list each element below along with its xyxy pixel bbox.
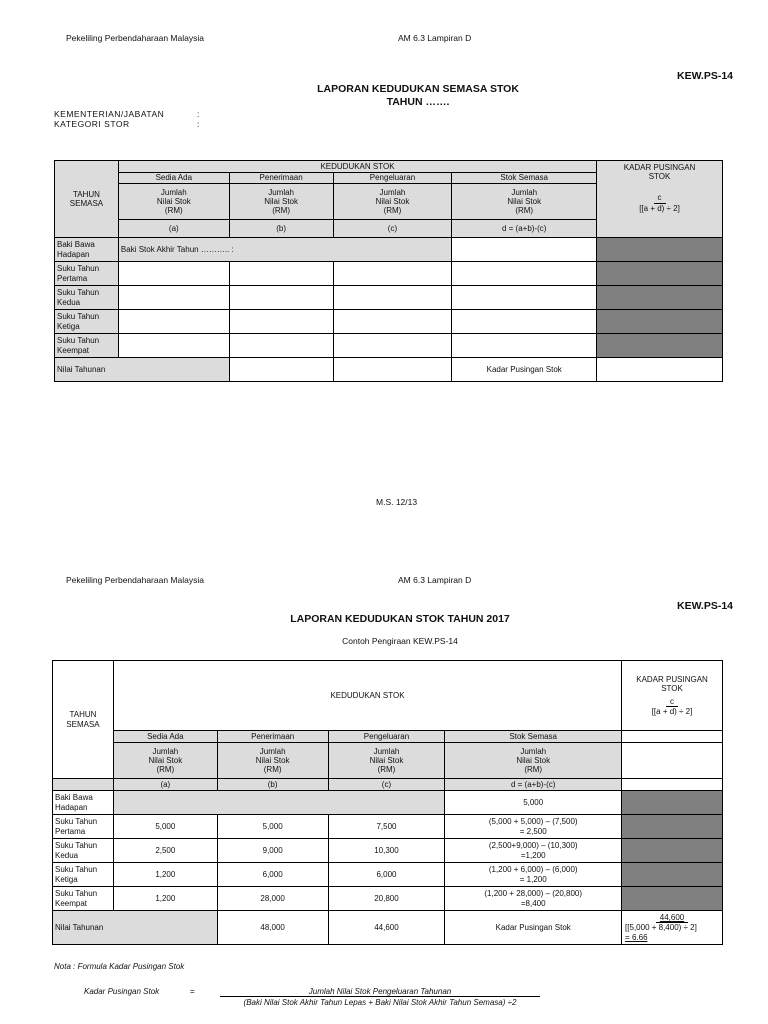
code-b: (b) <box>217 779 328 791</box>
page1-title: LAPORAN KEDUDUKAN SEMASA STOK <box>317 83 519 95</box>
baki-shaded <box>113 791 444 815</box>
row-q3-label: Suku Tahun Ketiga <box>55 310 119 334</box>
code-c: (c) <box>328 779 445 791</box>
field-ministry-label: KEMENTERIAN/JABATAN <box>54 109 165 119</box>
formula-denominator: (Baki Nilai Stok Akhir Tahun Lepas + Baki Nilai Stok Akhir Tahun Semasa) ÷2 <box>243 998 517 1007</box>
kadar-result-cell[interactable] <box>597 358 723 382</box>
field-category-label: KATEGORI STOR <box>54 119 130 129</box>
result-numerator: 44,600 <box>656 913 688 923</box>
input-cell[interactable] <box>333 334 452 358</box>
code-a: (a) <box>118 220 229 238</box>
value-a: 2,500 <box>113 839 217 863</box>
code-spacer <box>53 779 114 791</box>
col-stok-semasa: Stok Semasa <box>445 731 622 743</box>
row-label: Suku Tahun Kedua <box>53 839 114 863</box>
formula-equals: = <box>190 987 195 996</box>
tahun-semasa-header: TAHUN SEMASA <box>53 661 114 779</box>
col-d-desc: Jumlah Nilai Stok (RM) <box>452 184 597 220</box>
field-category-colon: : <box>197 119 200 129</box>
shaded-cell <box>622 815 723 839</box>
input-cell[interactable] <box>333 310 452 334</box>
table-row <box>53 839 723 863</box>
row-q4-label: Suku Tahun Keempat <box>55 334 119 358</box>
value-c: 20,800 <box>328 887 445 911</box>
col-a-desc: Jumlah Nilai Stok (RM) <box>118 184 229 220</box>
value-d: (5,000 + 5,000) – (7,500) = 2,500 <box>445 815 622 839</box>
shaded-cell <box>622 839 723 863</box>
input-cell[interactable] <box>118 262 229 286</box>
nilai-b: 48,000 <box>217 911 328 945</box>
col-d-desc: Jumlah Nilai Stok (RM) <box>445 743 622 779</box>
col-b-desc: Jumlah Nilai Stok (RM) <box>217 743 328 779</box>
page2-header-left: Pekeliling Perbendaharaan Malaysia <box>66 575 204 585</box>
kadar-pusingan-label: KADAR PUSINGAN STOK <box>623 163 696 182</box>
input-cell[interactable] <box>333 262 452 286</box>
value-a: 1,200 <box>113 887 217 911</box>
input-cell[interactable] <box>229 286 333 310</box>
value-d: (1,200 + 28,000) – (20,800) =8,400 <box>445 887 622 911</box>
code-b: (b) <box>229 220 333 238</box>
nilai-c: 44,600 <box>328 911 445 945</box>
kadar-pusingan-label: KADAR PUSINGAN STOK <box>636 675 708 694</box>
col-b-desc: Jumlah Nilai Stok (RM) <box>229 184 333 220</box>
page1-form-code: KEW.PS-14 <box>677 70 734 82</box>
page1-header-right: AM 6.3 Lampiran D <box>398 33 472 43</box>
input-cell[interactable] <box>118 286 229 310</box>
col-penerimaan: Penerimaan <box>229 173 333 184</box>
page2-stock-table <box>52 660 723 945</box>
row-baki-label: Baki Bawa Hadapan <box>53 791 114 815</box>
frac-denominator: [[a + d) ÷ 2] <box>651 706 693 716</box>
col-sedia-ada: Sedia Ada <box>113 731 217 743</box>
input-cell[interactable] <box>333 358 452 382</box>
page2-header-right: AM 6.3 Lampiran D <box>398 575 472 585</box>
input-cell[interactable] <box>452 310 597 334</box>
kadar-pusingan-header <box>622 661 723 731</box>
shaded-cell <box>622 887 723 911</box>
row-label: Suku Tahun Ketiga <box>53 863 114 887</box>
result-value: = 6.66 <box>625 932 648 942</box>
empty-cell <box>622 779 723 791</box>
shaded-cell <box>597 334 723 358</box>
table-row <box>53 815 723 839</box>
input-cell[interactable] <box>229 334 333 358</box>
empty-cell <box>622 743 723 779</box>
kadar-result <box>622 911 723 945</box>
col-a-desc: Jumlah Nilai Stok (RM) <box>113 743 217 779</box>
col-pengeluaran: Pengeluaran <box>333 173 452 184</box>
code-c: (c) <box>333 220 452 238</box>
input-cell[interactable] <box>333 286 452 310</box>
value-d: (1,200 + 6,000) – (6,000) = 1,200 <box>445 863 622 887</box>
value-c: 10,300 <box>328 839 445 863</box>
col-sedia-ada: Sedia Ada <box>118 173 229 184</box>
input-cell[interactable] <box>229 262 333 286</box>
row-label: Suku Tahun Pertama <box>53 815 114 839</box>
value-a: 5,000 <box>113 815 217 839</box>
shaded-cell <box>597 262 723 286</box>
frac-numerator: c <box>654 193 666 203</box>
row-label: Suku Tahun Keempat <box>53 887 114 911</box>
page2-form-code: KEW.PS-14 <box>677 600 734 612</box>
row-q1-label: Suku Tahun Pertama <box>55 262 119 286</box>
empty-cell <box>622 731 723 743</box>
input-cell[interactable] <box>452 334 597 358</box>
value-b: 9,000 <box>217 839 328 863</box>
frac-denominator: [[a + d) ÷ 2] <box>639 203 680 213</box>
kadar-label: Kadar Pusingan Stok <box>452 358 597 382</box>
page-number: M.S. 12/13 <box>376 497 418 507</box>
input-cell[interactable] <box>229 358 333 382</box>
page2-subtitle: Contoh Pengiraan KEW.PS-14 <box>342 636 458 646</box>
value-b: 28,000 <box>217 887 328 911</box>
col-pengeluaran: Pengeluaran <box>328 731 445 743</box>
input-cell[interactable] <box>118 310 229 334</box>
value-b: 5,000 <box>217 815 328 839</box>
input-cell[interactable] <box>229 310 333 334</box>
result-denominator: [[5,000 + 8,400) ÷ 2] <box>625 923 697 933</box>
page1-stock-table <box>54 160 723 382</box>
baki-value: 5,000 <box>445 791 622 815</box>
kedudukan-stok-header: KEDUDUKAN STOK <box>113 661 621 731</box>
input-cell[interactable] <box>452 286 597 310</box>
shaded-cell <box>622 791 723 815</box>
frac-numerator: c <box>666 697 678 707</box>
shaded-cell <box>597 238 723 262</box>
page2-title: LAPORAN KEDUDUKAN STOK TAHUN 2017 <box>290 613 510 625</box>
col-c-desc: Jumlah Nilai Stok (RM) <box>333 184 452 220</box>
kadar-pusingan-header <box>597 161 723 238</box>
baki-stok-semasa-cell[interactable] <box>452 238 597 262</box>
field-ministry-colon: : <box>197 109 200 119</box>
col-penerimaan: Penerimaan <box>217 731 328 743</box>
row-nilai-label: Nilai Tahunan <box>55 358 230 382</box>
shaded-cell <box>597 310 723 334</box>
row-baki-label: Baki Bawa Hadapan <box>55 238 119 262</box>
value-c: 6,000 <box>328 863 445 887</box>
row-nilai-label: Nilai Tahunan <box>53 911 218 945</box>
col-c-desc: Jumlah Nilai Stok (RM) <box>328 743 445 779</box>
table-row <box>53 887 723 911</box>
col-stok-semasa: Stok Semasa <box>452 173 597 184</box>
value-a: 1,200 <box>113 863 217 887</box>
value-b: 6,000 <box>217 863 328 887</box>
row-q2-label: Suku Tahun Kedua <box>55 286 119 310</box>
value-d: (2,500+9,000) – (10,300) =1,200 <box>445 839 622 863</box>
code-a: (a) <box>113 779 217 791</box>
value-c: 7,500 <box>328 815 445 839</box>
formula-numerator: Jumlah Nilai Stok Pengeluaran Tahunan <box>220 987 540 997</box>
tahun-semasa-header: TAHUN SEMASA <box>55 161 119 238</box>
code-d: d = (a+b)-(c) <box>452 220 597 238</box>
page1-subtitle: TAHUN ……. <box>386 96 450 108</box>
code-d: d = (a+b)-(c) <box>445 779 622 791</box>
input-cell[interactable] <box>452 262 597 286</box>
page1-header-left: Pekeliling Perbendaharaan Malaysia <box>66 33 204 43</box>
input-cell[interactable] <box>118 334 229 358</box>
table-row <box>53 863 723 887</box>
formula-label: Kadar Pusingan Stok <box>84 987 160 996</box>
nota-label: Nota : Formula Kadar Pusingan Stok <box>54 962 185 971</box>
baki-stok-akhir: Baki Stok Akhir Tahun ……….. : <box>118 238 451 262</box>
kadar-label: Kadar Pusingan Stok <box>445 911 622 945</box>
shaded-cell <box>597 286 723 310</box>
kedudukan-stok-header: KEDUDUKAN STOK <box>118 161 596 173</box>
shaded-cell <box>622 863 723 887</box>
